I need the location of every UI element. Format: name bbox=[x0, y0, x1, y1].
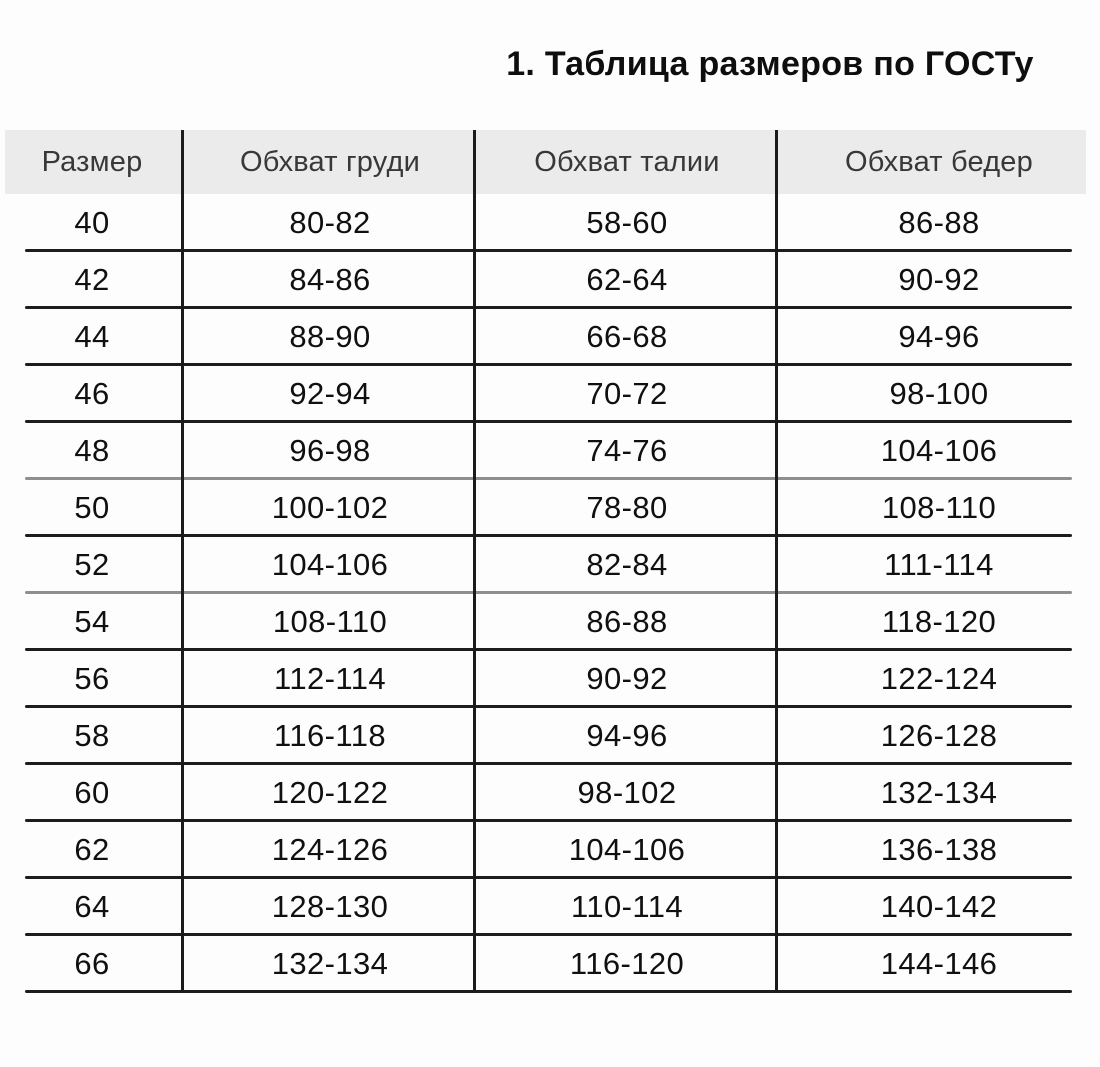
header-cell-waist: Обхват талии bbox=[534, 145, 720, 178]
table-cell-chest: 108-110 bbox=[272, 603, 388, 639]
table-cell-size: 64 bbox=[74, 888, 110, 924]
table-row bbox=[0, 536, 1100, 593]
table-cell-chest: 104-106 bbox=[271, 546, 389, 582]
table-cell-chest: 88-90 bbox=[289, 318, 371, 354]
table-cell-waist: 82-84 bbox=[586, 546, 668, 582]
table-cell-waist: 116-120 bbox=[569, 945, 685, 981]
table-cell-size: 62 bbox=[74, 831, 110, 867]
table-cell-hips: 104-106 bbox=[880, 432, 998, 468]
table-cell-hips: 136-138 bbox=[880, 831, 998, 867]
table-cell-chest: 128-130 bbox=[271, 888, 389, 924]
table-cell-chest: 112-114 bbox=[274, 660, 386, 696]
table-cell-chest: 100-102 bbox=[271, 489, 389, 525]
table-row bbox=[0, 593, 1100, 650]
table-cell-hips: 144-146 bbox=[880, 945, 998, 981]
table-cell-hips: 111-114 bbox=[884, 546, 994, 582]
table-cell-waist: 74-76 bbox=[586, 432, 668, 468]
column-separator-2 bbox=[473, 130, 476, 992]
table-cell-hips: 132-134 bbox=[880, 774, 998, 810]
table-cell-waist: 104-106 bbox=[568, 831, 686, 867]
table-cell-waist: 78-80 bbox=[586, 489, 668, 525]
table-cell-hips: 140-142 bbox=[880, 888, 998, 924]
table-row bbox=[0, 251, 1100, 308]
table-cell-hips: 98-100 bbox=[889, 375, 989, 411]
table-row bbox=[0, 422, 1100, 479]
table-row bbox=[0, 365, 1100, 422]
table-cell-chest: 120-122 bbox=[271, 774, 389, 810]
table-cell-size: 40 bbox=[74, 204, 110, 240]
table-cell-chest: 116-118 bbox=[274, 717, 386, 753]
table-row bbox=[0, 479, 1100, 536]
table-cell-size: 44 bbox=[74, 318, 110, 354]
header-cell-hips: Обхват бедер bbox=[845, 145, 1033, 178]
page-title: 1. Таблица размеров по ГОСТу bbox=[506, 45, 1034, 83]
table-cell-chest: 124-126 bbox=[271, 831, 389, 867]
table-cell-waist: 62-64 bbox=[586, 261, 668, 297]
table-cell-waist: 98-102 bbox=[577, 774, 677, 810]
table-cell-waist: 58-60 bbox=[586, 204, 668, 240]
table-cell-chest: 84-86 bbox=[289, 261, 371, 297]
table-row bbox=[0, 194, 1100, 251]
column-separator-1 bbox=[181, 130, 184, 992]
table-cell-size: 54 bbox=[74, 603, 110, 639]
table-cell-size: 66 bbox=[74, 945, 110, 981]
table-cell-size: 50 bbox=[74, 489, 110, 525]
table-header-row bbox=[0, 130, 1100, 194]
table-cell-size: 58 bbox=[74, 717, 110, 753]
table-cell-waist: 94-96 bbox=[586, 717, 668, 753]
table-row bbox=[0, 308, 1100, 365]
table-cell-size: 56 bbox=[74, 660, 110, 696]
table-cell-waist: 110-114 bbox=[571, 888, 683, 924]
table-cell-size: 46 bbox=[74, 375, 110, 411]
table-cell-chest: 80-82 bbox=[289, 204, 371, 240]
table-row bbox=[0, 935, 1100, 992]
table-row bbox=[0, 821, 1100, 878]
table-row bbox=[0, 650, 1100, 707]
table-cell-hips: 126-128 bbox=[880, 717, 998, 753]
table-cell-hips: 90-92 bbox=[898, 261, 980, 297]
table-cell-waist: 86-88 bbox=[586, 603, 668, 639]
table-cell-hips: 118-120 bbox=[881, 603, 997, 639]
table-cell-size: 42 bbox=[74, 261, 110, 297]
table-cell-hips: 86-88 bbox=[898, 204, 980, 240]
table-cell-hips: 94-96 bbox=[898, 318, 980, 354]
table-cell-size: 48 bbox=[74, 432, 110, 468]
table-cell-size: 60 bbox=[74, 774, 110, 810]
table-cell-waist: 90-92 bbox=[586, 660, 668, 696]
table-cell-waist: 66-68 bbox=[586, 318, 668, 354]
table-cell-size: 52 bbox=[74, 546, 110, 582]
table-row bbox=[0, 764, 1100, 821]
table-cell-hips: 122-124 bbox=[880, 660, 998, 696]
table-cell-waist: 70-72 bbox=[586, 375, 668, 411]
table-cell-hips: 108-110 bbox=[881, 489, 997, 525]
header-cell-chest: Обхват груди bbox=[239, 145, 421, 178]
table-row bbox=[0, 878, 1100, 935]
size-table bbox=[0, 130, 1100, 992]
page bbox=[0, 44, 1100, 1067]
table-row bbox=[0, 707, 1100, 764]
header-cell-size: Размер bbox=[41, 145, 143, 178]
table-cell-chest: 96-98 bbox=[289, 432, 371, 468]
column-separator-3 bbox=[775, 130, 778, 992]
table-cell-chest: 92-94 bbox=[289, 375, 371, 411]
table-cell-chest: 132-134 bbox=[271, 945, 389, 981]
